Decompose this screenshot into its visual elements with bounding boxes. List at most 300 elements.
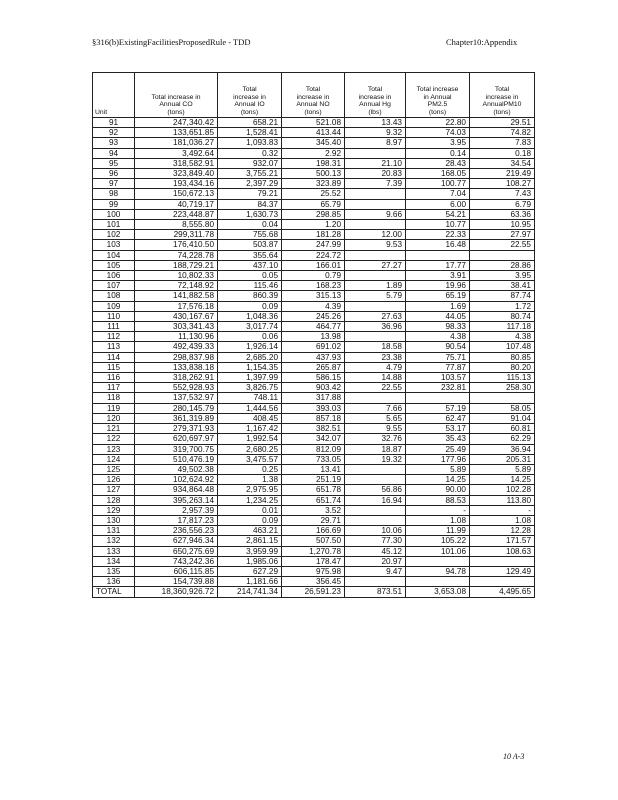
value-cell: 413.44 [282, 128, 345, 138]
column-header-line: Annual Hg [359, 101, 391, 109]
value-cell [345, 332, 406, 342]
value-cell: 437.10 [218, 260, 282, 270]
value-cell: 247,340.42 [135, 118, 218, 128]
value-cell: 38.41 [470, 281, 535, 291]
unit-cell: 119 [93, 403, 135, 413]
value-cell: 54.21 [406, 209, 470, 219]
table-row [93, 322, 535, 332]
value-cell: 245.26 [282, 311, 345, 321]
value-cell: 6.79 [470, 199, 535, 209]
value-cell: 80.20 [470, 362, 535, 372]
value-cell: 11.99 [406, 526, 470, 536]
table-row [93, 556, 535, 566]
unit-cell: 112 [93, 332, 135, 342]
value-cell: 8,555.80 [135, 220, 218, 230]
unit-cell: 124 [93, 454, 135, 464]
column-header-unit: (tons) [428, 108, 447, 116]
unit-cell: TOTAL [93, 587, 135, 597]
value-cell: 77.87 [406, 362, 470, 372]
value-cell: 223,448.87 [135, 209, 218, 219]
value-cell: 25.52 [282, 189, 345, 199]
unit-cell: 91 [93, 118, 135, 128]
column-header-1 [135, 73, 218, 118]
value-cell: 150,672.13 [135, 189, 218, 199]
value-cell: 58.05 [470, 403, 535, 413]
value-cell: 0.18 [470, 148, 535, 158]
value-cell [406, 556, 470, 566]
value-cell: 393.03 [282, 403, 345, 413]
value-cell: 323.89 [282, 179, 345, 189]
column-header-unit: (tons) [240, 108, 259, 116]
value-cell: 102.28 [470, 485, 535, 495]
value-cell [345, 505, 406, 515]
table-row [93, 566, 535, 576]
unit-cell: 99 [93, 199, 135, 209]
value-cell: 22.33 [406, 230, 470, 240]
table-row [93, 179, 535, 189]
value-cell: 7.66 [345, 403, 406, 413]
column-header-line: Annual CO [159, 101, 193, 109]
value-cell: 4.38 [470, 332, 535, 342]
value-cell: 9.32 [345, 128, 406, 138]
value-cell: 13.98 [282, 332, 345, 342]
value-cell: 1.72 [470, 301, 535, 311]
value-cell: 319,700.75 [135, 444, 218, 454]
value-cell: 627.29 [218, 566, 282, 576]
value-cell: 552,928.93 [135, 383, 218, 393]
value-cell: 87.74 [470, 291, 535, 301]
unit-cell: 98 [93, 189, 135, 199]
value-cell: 430,167.67 [135, 311, 218, 321]
value-cell: 224.72 [282, 250, 345, 260]
table-row [93, 169, 535, 179]
value-cell: 19.32 [345, 454, 406, 464]
table-row [93, 403, 535, 413]
value-cell: 101.06 [406, 546, 470, 556]
value-cell: 137,532.97 [135, 393, 218, 403]
value-cell: 755.68 [218, 230, 282, 240]
column-header-line: increase in [358, 93, 392, 101]
value-cell: 77.30 [345, 536, 406, 546]
value-cell: - [470, 505, 535, 515]
unit-cell: 130 [93, 515, 135, 525]
value-cell: 586.15 [282, 373, 345, 383]
table-row [93, 475, 535, 485]
column-header-line: Annual IO [234, 101, 265, 109]
table-row [93, 342, 535, 352]
value-cell: 3.95 [470, 271, 535, 281]
value-cell: 3,959.99 [218, 546, 282, 556]
value-cell: 181,036.27 [135, 138, 218, 148]
value-cell: 279,371.93 [135, 424, 218, 434]
value-cell: 65.19 [406, 291, 470, 301]
value-cell: 492,439.33 [135, 342, 218, 352]
value-cell: 3,653.08 [406, 587, 470, 597]
unit-cell: 111 [93, 322, 135, 332]
value-cell: 299,311.78 [135, 230, 218, 240]
value-cell: 315.13 [282, 291, 345, 301]
value-cell: 934,864.48 [135, 485, 218, 495]
value-cell: 27.27 [345, 260, 406, 270]
value-cell: 91.04 [470, 413, 535, 423]
table-row [93, 240, 535, 250]
value-cell: 20.83 [345, 169, 406, 179]
value-cell: 62.47 [406, 413, 470, 423]
value-cell: 303,341.43 [135, 322, 218, 332]
value-cell: 84.37 [218, 199, 282, 209]
value-cell: 11,130.96 [135, 332, 218, 342]
column-header-line: increase in [485, 93, 519, 101]
value-cell: 5.89 [406, 464, 470, 474]
table-row [93, 362, 535, 372]
unit-cell: 136 [93, 577, 135, 587]
unit-cell: 127 [93, 485, 135, 495]
value-cell: 168.05 [406, 169, 470, 179]
value-cell: 22.55 [345, 383, 406, 393]
value-cell: 102,624.92 [135, 475, 218, 485]
value-cell: 115.46 [218, 281, 282, 291]
value-cell: 4.79 [345, 362, 406, 372]
value-cell: 3.91 [406, 271, 470, 281]
value-cell: 860.39 [218, 291, 282, 301]
table-row [93, 281, 535, 291]
value-cell: 1,926.14 [218, 342, 282, 352]
table-row [93, 424, 535, 434]
value-cell: 8.97 [345, 138, 406, 148]
value-cell: 1.69 [406, 301, 470, 311]
value-cell: 1,444.56 [218, 403, 282, 413]
unit-cell: 105 [93, 260, 135, 270]
value-cell: 72,148.92 [135, 281, 218, 291]
value-cell: 198.31 [282, 158, 345, 168]
value-cell: 14.25 [470, 475, 535, 485]
table-row [93, 464, 535, 474]
table-total-row [93, 587, 535, 597]
value-cell: 317.88 [282, 393, 345, 403]
value-cell: 75.71 [406, 352, 470, 362]
value-cell: 90.54 [406, 342, 470, 352]
value-cell: 620,697.97 [135, 434, 218, 444]
unit-cell: 96 [93, 169, 135, 179]
value-cell: 748.11 [218, 393, 282, 403]
value-cell: 437.93 [282, 352, 345, 362]
column-header-line: Total increase in [151, 93, 201, 101]
unit-cell: 113 [93, 342, 135, 352]
value-cell: 10.95 [470, 220, 535, 230]
value-cell: 0.25 [218, 464, 282, 474]
unit-cell: 135 [93, 566, 135, 576]
table-row [93, 515, 535, 525]
value-cell: 318,262.91 [135, 373, 218, 383]
unit-cell: 108 [93, 291, 135, 301]
unit-cell: 120 [93, 413, 135, 423]
value-cell: 1.08 [406, 515, 470, 525]
table-row [93, 526, 535, 536]
value-cell [470, 250, 535, 260]
value-cell: 98.33 [406, 322, 470, 332]
table-row [93, 495, 535, 505]
value-cell: 1,985.06 [218, 556, 282, 566]
value-cell: 34.54 [470, 158, 535, 168]
column-header-line: Unit [95, 108, 108, 116]
value-cell: 395,263.14 [135, 495, 218, 505]
table-row [93, 199, 535, 209]
value-cell: 45.12 [345, 546, 406, 556]
value-cell: 154,739.88 [135, 577, 218, 587]
running-header-right: Chapter10:Appendix [446, 37, 518, 47]
value-cell: 627,946.34 [135, 536, 218, 546]
value-cell: 10,802.33 [135, 271, 218, 281]
unit-cell: 104 [93, 250, 135, 260]
value-cell: 323,849.40 [135, 169, 218, 179]
column-header-line: Total [305, 86, 321, 94]
column-header-line: PM2.5 [427, 101, 448, 109]
value-cell: 975.98 [282, 566, 345, 576]
value-cell: 691.02 [282, 342, 345, 352]
value-cell: 0.01 [218, 505, 282, 515]
value-cell: 14.25 [406, 475, 470, 485]
column-header-line: Total [367, 86, 383, 94]
value-cell: 63.36 [470, 209, 535, 219]
value-cell: 0.14 [406, 148, 470, 158]
unit-cell: 110 [93, 311, 135, 321]
unit-cell: 117 [93, 383, 135, 393]
table-row [93, 383, 535, 393]
unit-cell: 101 [93, 220, 135, 230]
value-cell: 356.45 [282, 577, 345, 587]
value-cell: 18,360,926.72 [135, 587, 218, 597]
unit-cell: 94 [93, 148, 135, 158]
value-cell: 108.63 [470, 546, 535, 556]
value-cell: 0.32 [218, 148, 282, 158]
column-header-line: Annual NO [296, 101, 330, 109]
unit-cell: 116 [93, 373, 135, 383]
value-cell: 29.51 [470, 118, 535, 128]
value-cell: 1,093.83 [218, 138, 282, 148]
value-cell: 4.39 [282, 301, 345, 311]
table-body [93, 118, 535, 598]
value-cell: 193,434.16 [135, 179, 218, 189]
value-cell [345, 250, 406, 260]
value-cell [345, 515, 406, 525]
value-cell: 29.71 [282, 515, 345, 525]
value-cell: 176,410.50 [135, 240, 218, 250]
value-cell: 133,838.18 [135, 362, 218, 372]
table-row [93, 128, 535, 138]
value-cell: 5.65 [345, 413, 406, 423]
column-header-unit: (lbs) [368, 108, 382, 116]
value-cell: 9.66 [345, 209, 406, 219]
value-cell: 1.89 [345, 281, 406, 291]
table-row [93, 220, 535, 230]
value-cell: 19.96 [406, 281, 470, 291]
value-cell: 1,992.54 [218, 434, 282, 444]
value-cell [345, 148, 406, 158]
table-row [93, 148, 535, 158]
value-cell: 181.28 [282, 230, 345, 240]
value-cell: 115.13 [470, 373, 535, 383]
table-row [93, 413, 535, 423]
unit-cell: 103 [93, 240, 135, 250]
value-cell: 74.82 [470, 128, 535, 138]
value-cell: 22.80 [406, 118, 470, 128]
table-row [93, 118, 535, 128]
value-cell: 3,492.64 [135, 148, 218, 158]
value-cell: 28.86 [470, 260, 535, 270]
value-cell: 500.13 [282, 169, 345, 179]
column-header-4 [345, 73, 406, 118]
value-cell: 80.74 [470, 311, 535, 321]
column-header-2 [218, 73, 282, 118]
value-cell: 1.08 [470, 515, 535, 525]
column-header-5 [406, 73, 470, 118]
value-cell: 62.29 [470, 434, 535, 444]
value-cell: 141,882.58 [135, 291, 218, 301]
value-cell: 857.18 [282, 413, 345, 423]
column-header-line: Total [494, 86, 510, 94]
table-row [93, 352, 535, 362]
value-cell: 2,685.20 [218, 352, 282, 362]
value-cell: 88.53 [406, 495, 470, 505]
value-cell: 103.57 [406, 373, 470, 383]
value-cell: 60.81 [470, 424, 535, 434]
unit-cell: 128 [93, 495, 135, 505]
value-cell: 178.47 [282, 556, 345, 566]
value-cell: 342.07 [282, 434, 345, 444]
table-row [93, 546, 535, 556]
value-cell: 1,234.25 [218, 495, 282, 505]
value-cell: 658.21 [218, 118, 282, 128]
unit-cell: 109 [93, 301, 135, 311]
value-cell: 3,017.74 [218, 322, 282, 332]
value-cell: 23.38 [345, 352, 406, 362]
value-cell: 36.96 [345, 322, 406, 332]
value-cell: 129.49 [470, 566, 535, 576]
value-cell [470, 393, 535, 403]
value-cell: 743,242.36 [135, 556, 218, 566]
value-cell: 5.79 [345, 291, 406, 301]
value-cell: 65.79 [282, 199, 345, 209]
unit-cell: 95 [93, 158, 135, 168]
running-header-left: §316(b)ExistingFacilitiesProposedRule - TDD [92, 37, 251, 47]
value-cell [345, 393, 406, 403]
value-cell: 168.23 [282, 281, 345, 291]
value-cell: 258.30 [470, 383, 535, 393]
value-cell: 0.09 [218, 515, 282, 525]
column-header-6 [470, 73, 535, 118]
value-cell: 166.01 [282, 260, 345, 270]
value-cell: 3,755.21 [218, 169, 282, 179]
value-cell: 6.00 [406, 199, 470, 209]
value-cell: 1,167.42 [218, 424, 282, 434]
value-cell: 219.49 [470, 169, 535, 179]
value-cell: 177.96 [406, 454, 470, 464]
value-cell: 2,397.29 [218, 179, 282, 189]
value-cell: 32.76 [345, 434, 406, 444]
unit-cell: 97 [93, 179, 135, 189]
value-cell [345, 464, 406, 474]
value-cell: 9.53 [345, 240, 406, 250]
value-cell: 651.74 [282, 495, 345, 505]
value-cell: 903.42 [282, 383, 345, 393]
value-cell: 12.00 [345, 230, 406, 240]
value-cell: 2.92 [282, 148, 345, 158]
table-row [93, 311, 535, 321]
unit-cell: 106 [93, 271, 135, 281]
value-cell: 100.77 [406, 179, 470, 189]
table-row [93, 577, 535, 587]
value-cell: 0.79 [282, 271, 345, 281]
value-cell: 812.09 [282, 444, 345, 454]
value-cell: 0.04 [218, 220, 282, 230]
value-cell: 21.10 [345, 158, 406, 168]
value-cell [470, 556, 535, 566]
value-cell: 1,630.73 [218, 209, 282, 219]
unit-cell: 129 [93, 505, 135, 515]
value-cell: 107.48 [470, 342, 535, 352]
table-row [93, 485, 535, 495]
page-number: 10 A-3 [503, 752, 525, 761]
column-header-line: increase in [296, 93, 330, 101]
table-row [93, 138, 535, 148]
value-cell: 464.77 [282, 322, 345, 332]
value-cell: 105.22 [406, 536, 470, 546]
value-cell: 27.63 [345, 311, 406, 321]
value-cell: - [406, 505, 470, 515]
value-cell: 251.19 [282, 475, 345, 485]
value-cell: 463.21 [218, 526, 282, 536]
table-row [93, 393, 535, 403]
value-cell: 74,228.78 [135, 250, 218, 260]
value-cell: 74.03 [406, 128, 470, 138]
value-cell: 7.04 [406, 189, 470, 199]
value-cell: 26,591.23 [282, 587, 345, 597]
value-cell: 1.38 [218, 475, 282, 485]
table-row [93, 209, 535, 219]
value-cell: 79.21 [218, 189, 282, 199]
unit-cell: 107 [93, 281, 135, 291]
value-cell: 44.05 [406, 311, 470, 321]
value-cell: 18.58 [345, 342, 406, 352]
value-cell: 503.87 [218, 240, 282, 250]
unit-cell: 122 [93, 434, 135, 444]
value-cell: 355.64 [218, 250, 282, 260]
table-row [93, 454, 535, 464]
value-cell: 247.99 [282, 240, 345, 250]
value-cell: 56.86 [345, 485, 406, 495]
table-header-row [93, 73, 535, 118]
value-cell: 606,115.85 [135, 566, 218, 576]
table-row [93, 158, 535, 168]
value-cell: 205.31 [470, 454, 535, 464]
value-cell: 10.77 [406, 220, 470, 230]
value-cell: 1,048.36 [218, 311, 282, 321]
value-cell: 298,837.98 [135, 352, 218, 362]
unit-cell: 93 [93, 138, 135, 148]
value-cell: 20.97 [345, 556, 406, 566]
value-cell: 117.18 [470, 322, 535, 332]
value-cell: 5.89 [470, 464, 535, 474]
value-cell: 2,975.95 [218, 485, 282, 495]
value-cell: 3.52 [282, 505, 345, 515]
value-cell: 49,502.38 [135, 464, 218, 474]
unit-cell: 92 [93, 128, 135, 138]
value-cell [345, 199, 406, 209]
value-cell: 53.17 [406, 424, 470, 434]
table-row [93, 230, 535, 240]
value-cell: 108.27 [470, 179, 535, 189]
value-cell: 16.48 [406, 240, 470, 250]
